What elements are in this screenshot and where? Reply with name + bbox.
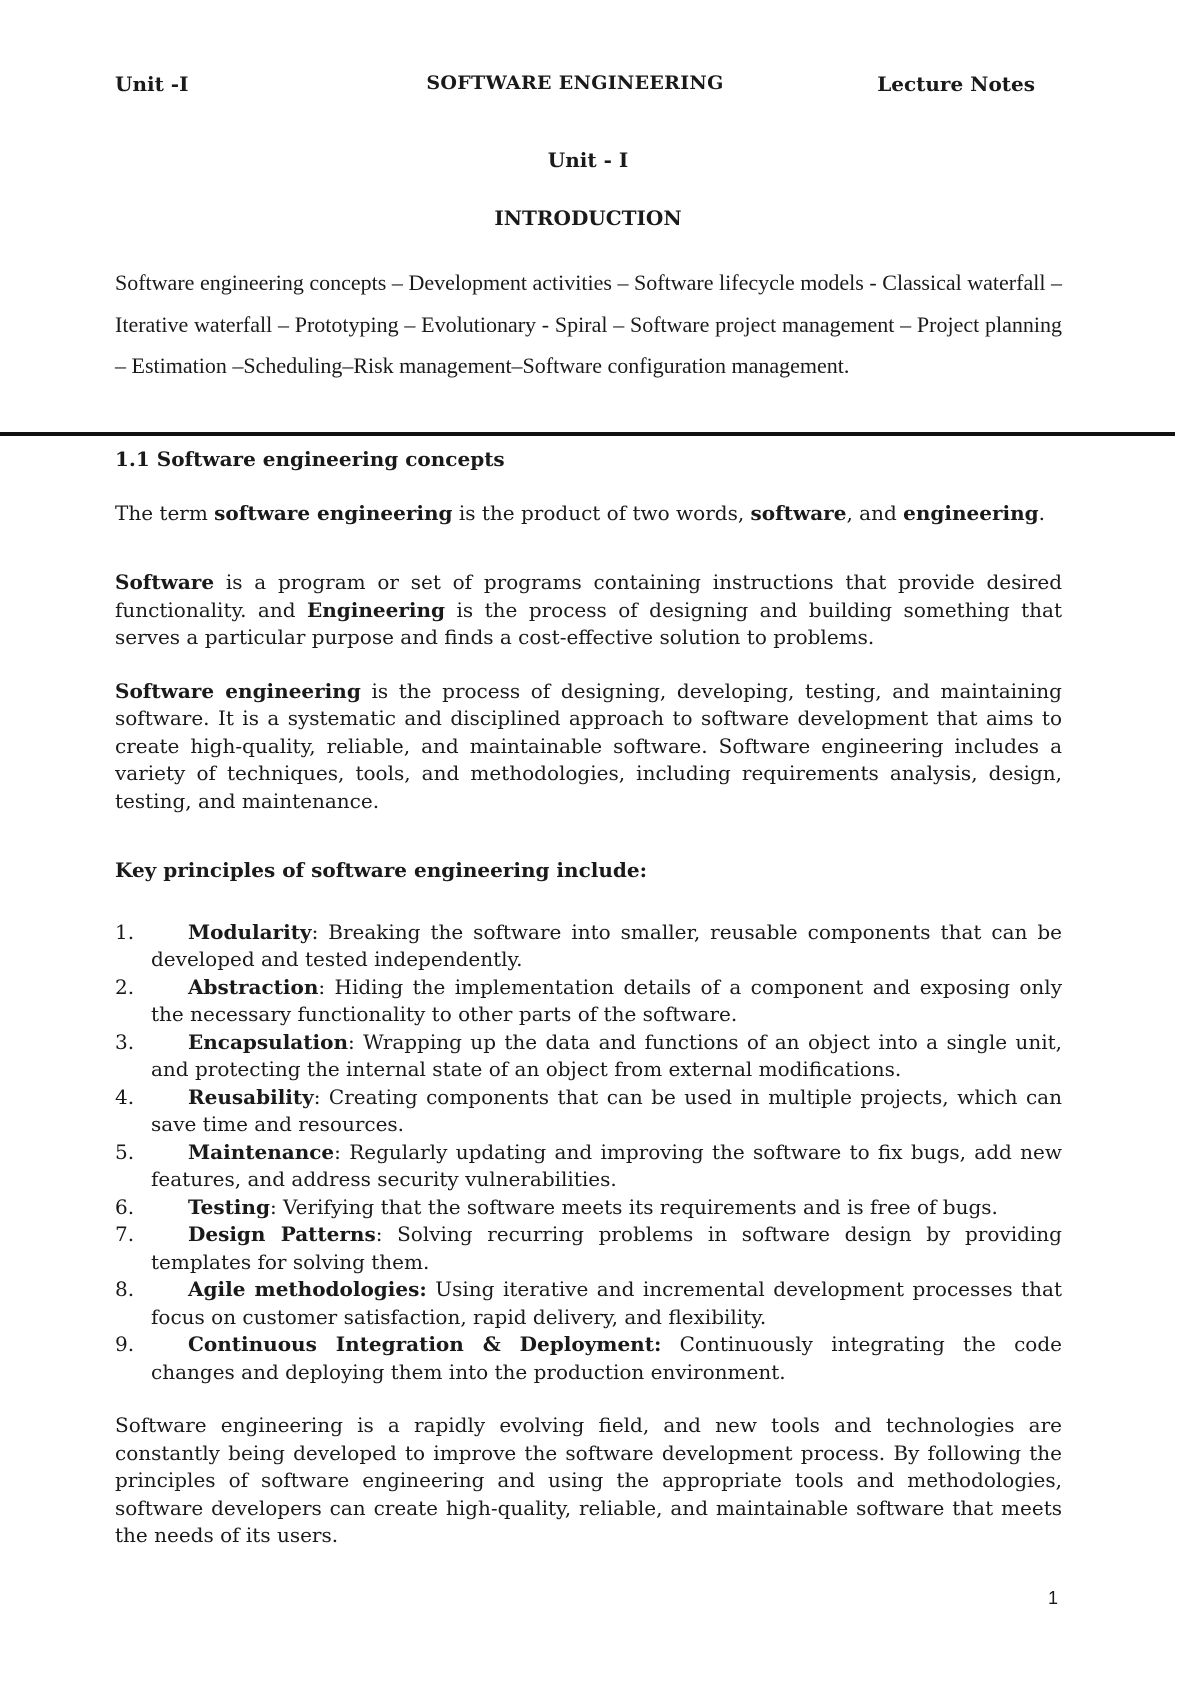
term-paragraph: The term software engineering is the product of two words, software, and engineering. [115,500,1045,525]
page-number: 1 [1048,1588,1059,1608]
intro-title: INTRODUCTION [494,206,682,230]
header-course-title: SOFTWARE ENGINEERING [426,72,724,94]
list-item: 9. Continuous Integration & Deployment: Continuously integrating the code changes and deploying them into the production environment. [115,1332,1062,1384]
principles-heading: Key principles of software engineering include: [115,858,647,882]
list-item: 2. Abstraction: Hiding the implementation details of a component and exposing only the necessary functionality to other parts of the software. [115,974,1062,1026]
principles-list [115,919,1062,1387]
section-divider [0,432,1175,436]
closing-paragraph: Software engineering is a rapidly evolving field, and new tools and technologies are constantly being developed to improve the software development process. By following the principles of software engineering and using the appropriate tools and methodologies, software developers can create high-quality, reliable, and maintainable software that meets the needs of its users. [115,1413,1062,1547]
syllabus-paragraph: Software engineering concepts – Development activities – Software lifecycle models - Classical waterfall – Iterative waterfall – Prototyping – Evolutionary - Spiral – Software project management – Project planning – Estimation –Scheduling–Risk management–Software configuration management. [115,270,1062,378]
software-definition: Software is a program or set of programs containing instructions that provide desired functionality. and Engineering is the process of designing and building something that serves a particular purpose and finds a cost-effective solution to problems. [115,570,1062,649]
unit-title: Unit - I [547,148,629,172]
list-item: 6. Testing: Verifying that the software meets its requirements and is free of bugs. [115,1194,998,1219]
page-header [115,72,1035,102]
list-item: 3. Encapsulation: Wrapping up the data and functions of an object into a single unit, and protecting the internal state of an object from external modifications. [115,1029,1062,1081]
header-unit: Unit -I [115,72,189,96]
list-item: 8. Agile methodologies: Using iterative and incremental development processes that focus on customer satisfaction, rapid delivery, and flexibility. [115,1277,1062,1329]
main-content [115,446,1062,1550]
header-lecture-notes: Lecture Notes [877,72,1035,96]
list-item: 5. Maintenance: Regularly updating and improving the software to fix bugs, add new features, and address security vulnerabilities. [115,1139,1062,1191]
list-item: 1. Modularity: Breaking the software into smaller, reusable components that can be developed and tested independently. [115,919,1062,971]
list-item: 7. Design Patterns: Solving recurring problems in software design by providing templates for solving them. [115,1222,1062,1274]
section-heading: 1.1 Software engineering concepts [115,447,505,471]
software-engineering-definition: Software engineering is the process of designing, developing, testing, and maintaining software. It is a systematic and disciplined approach to software development that aims to create high-quality, reliable, and maintainable software. Software engineering includes a variety of techniques, tools, and methodologies, including requirements analysis, design, testing, and maintenance. [115,678,1062,813]
list-item: 4. Reusability: Creating components that can be used in multiple projects, which can save time and resources. [115,1084,1062,1136]
